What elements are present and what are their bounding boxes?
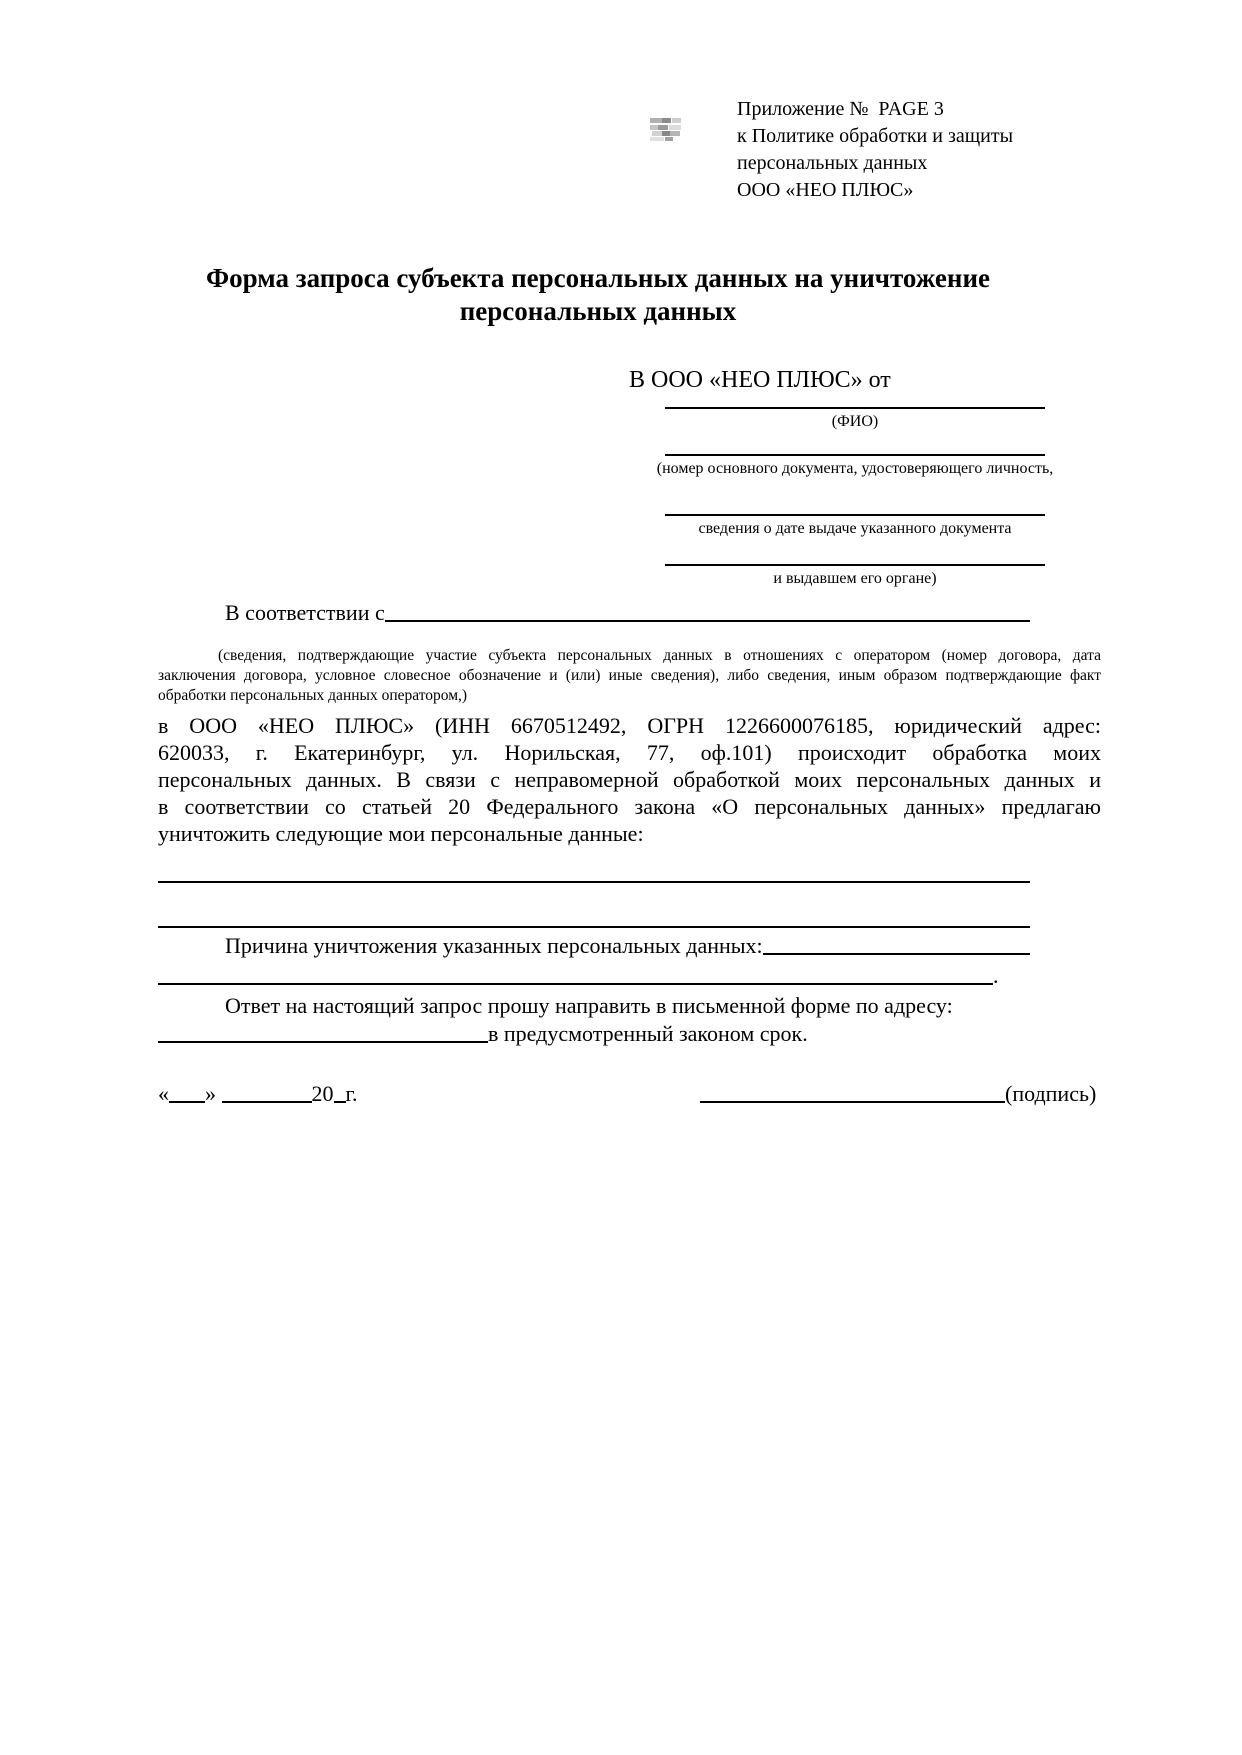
main-paragraph-line-3: персональных данных. В связи с неправомерной обработкой моих персональных данных и — [158, 767, 1101, 792]
signature-caption: (подпись) — [1005, 1081, 1097, 1106]
embedded-image-placeholder-icon — [649, 116, 683, 142]
signature-date-row — [158, 1080, 1118, 1110]
addressee-line: В ООО «НЕО ПЛЮС» от — [629, 367, 891, 393]
year-blank-line — [334, 1101, 346, 1103]
day-blank-line — [169, 1101, 205, 1103]
open-quote-char: « — [158, 1081, 169, 1106]
issuing-authority-blank-line — [665, 564, 1045, 566]
issue-date-caption — [665, 518, 1045, 540]
term-row — [158, 1020, 1101, 1047]
period-text: . — [993, 963, 999, 988]
term-text: в предусмотренный законом срок. — [488, 1021, 808, 1046]
issue-date-blank-line — [665, 514, 1045, 516]
main-paragraph-line-5: уничтожить следующие мои персональные данные: — [158, 821, 644, 846]
data-blank-line-1 — [158, 881, 1030, 883]
reason-label: Причина уничтожения указанных персональных данных: — [225, 933, 763, 958]
month-blank-line — [222, 1101, 312, 1103]
fio-caption — [665, 411, 1045, 433]
small-print-line-1: (сведения, подтверждающие участие субъекта персональных данных в отношениях с оператором (номер договора, дата — [218, 647, 1101, 664]
fio-caption-text: (ФИО) — [831, 413, 879, 430]
small-print-line-2: заключения договора, условное словесное обозначение и (или) иные сведения), либо сведения, иным образом подтверждающие факт — [158, 667, 1101, 684]
reason-row — [158, 932, 1030, 959]
header-appendix-line: Приложение № PAGE 3 — [737, 98, 944, 120]
accordance-row — [158, 599, 1030, 626]
header-policy-line-2: персональных данных — [737, 152, 928, 174]
form-title-line-1: Форма запроса субъекта персональных данных на уничтожение — [205, 263, 991, 293]
response-line: Ответ на настоящий запрос прошу направить в письменной форме по адресу: — [225, 993, 953, 1018]
form-title — [158, 262, 1038, 328]
main-paragraph-line-4: в соответствии со статьей 20 Федерального закона «О персональных данных» предлагаю — [158, 794, 1101, 819]
issue-date-caption-text: сведения о дате выдаче указанного документа — [698, 520, 1012, 537]
accordance-label: В соответствии с — [225, 600, 385, 625]
form-title-line-2: персональных данных — [459, 296, 737, 326]
main-paragraph-line-1: в ООО «НЕО ПЛЮС» (ИНН 6670512492, ОГРН 1226600076185, юридический адрес: — [158, 713, 1101, 738]
main-paragraph — [158, 712, 1101, 847]
fio-blank-line — [665, 407, 1045, 409]
year-prefix-text: 20 — [311, 1081, 334, 1106]
accordance-blank-line — [385, 620, 1030, 622]
document-number-caption-text: (номер основного документа, удостоверяющего личность, — [656, 460, 1054, 477]
issuing-authority-caption-text: и выдавшем его органе) — [773, 570, 937, 587]
small-print-note — [158, 646, 1101, 706]
data-blank-line-2 — [158, 926, 1030, 928]
header-policy-line-1: к Политике обработки и защиты — [737, 125, 1014, 147]
address-blank-line — [158, 1041, 488, 1043]
signature-blank-line — [700, 1101, 1005, 1103]
reason-blank-line — [763, 953, 1030, 955]
close-quote-char: » — [205, 1081, 216, 1106]
document-number-blank-line — [665, 454, 1045, 456]
reason-continuation-blank-line — [158, 983, 993, 985]
main-paragraph-line-2: 620033, г. Екатеринбург, ул. Норильская, 77, оф.101) происходит обработка моих — [158, 740, 1101, 765]
small-print-line-3: обработки персональных данных оператором,) — [158, 687, 468, 704]
signature-group — [700, 1080, 1096, 1107]
header-block — [737, 96, 1013, 204]
header-org-line: ООО «НЕО ПЛЮС» — [737, 179, 914, 201]
document-number-caption — [656, 458, 1054, 480]
reason-continuation-row — [158, 962, 1101, 989]
year-unit-text: г. — [345, 1081, 358, 1106]
issuing-authority-caption — [665, 568, 1045, 590]
date-blank-group — [158, 1081, 358, 1106]
